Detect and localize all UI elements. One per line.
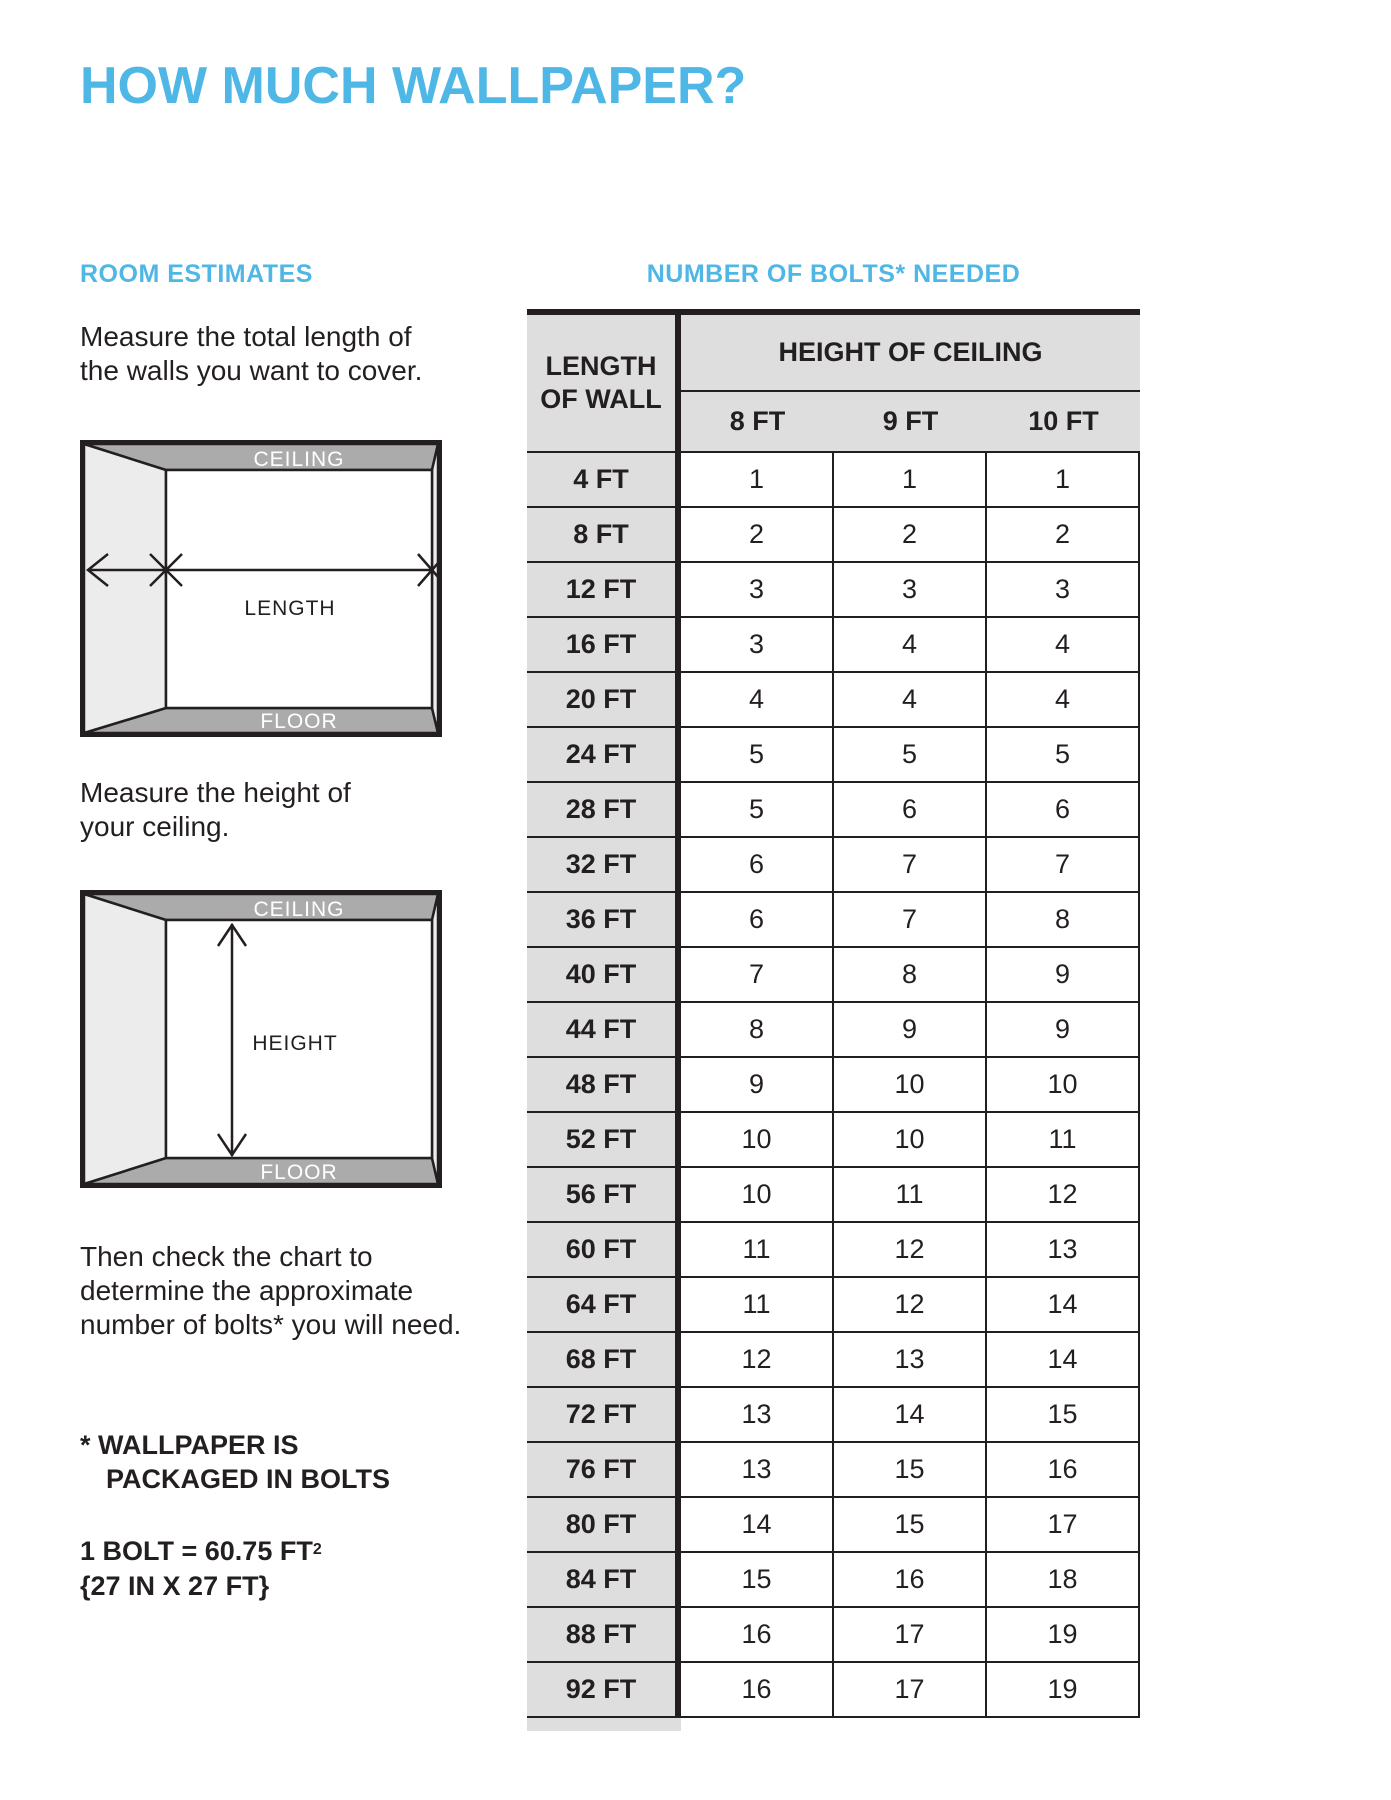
- room-height-diagram: [80, 890, 442, 1188]
- bolts-value-cell-9ft: 6: [834, 783, 987, 838]
- bolts-value-cell-8ft: 6: [681, 838, 834, 893]
- bolt-dimensions-line: {27 IN X 27 FT}: [80, 1571, 270, 1601]
- ceiling-label: CEILING: [253, 898, 345, 921]
- bolts-value-cell-8ft: 16: [681, 1608, 834, 1663]
- table-row: [527, 1608, 1140, 1663]
- wall-length-cell: 52 FT: [527, 1113, 675, 1168]
- table-header: [527, 315, 1140, 453]
- wall-length-cell: 64 FT: [527, 1278, 675, 1333]
- bolts-value-cell-8ft: 11: [681, 1278, 834, 1333]
- bolt-equivalence: [80, 1532, 322, 1604]
- bolts-value-cell-9ft: 15: [834, 1498, 987, 1553]
- bolts-value-cell-9ft: 4: [834, 618, 987, 673]
- bolts-value-cell-10ft: 8: [987, 893, 1140, 948]
- bolts-value-cell-9ft: 9: [834, 1003, 987, 1058]
- instruction-line: Measure the height of: [80, 777, 351, 808]
- wall-length-cell: 20 FT: [527, 673, 675, 728]
- bolts-value-cell-8ft: 4: [681, 673, 834, 728]
- bolts-value-cell-10ft: 19: [987, 1663, 1140, 1718]
- bolts-value-cell-9ft: 14: [834, 1388, 987, 1443]
- bolts-value-cell-8ft: 16: [681, 1663, 834, 1718]
- wall-length-cell: 24 FT: [527, 728, 675, 783]
- column-header-10ft: 10 FT: [1028, 406, 1099, 436]
- bolts-value-cell-9ft: 16: [834, 1553, 987, 1608]
- bolts-value-cell-10ft: 4: [987, 618, 1140, 673]
- bolt-area-text: 1 BOLT = 60.75 FT: [80, 1536, 313, 1566]
- bolts-value-cell-10ft: 2: [987, 508, 1140, 563]
- wall-length-cell: 40 FT: [527, 948, 675, 1003]
- bolts-value-cell-10ft: 10: [987, 1058, 1140, 1113]
- bolts-value-cell-8ft: 10: [681, 1168, 834, 1223]
- instruction-line: number of bolts* you will need.: [80, 1309, 462, 1340]
- table-body: [527, 453, 1140, 1718]
- table-row: [527, 1223, 1140, 1278]
- room-estimates-heading: ROOM ESTIMATES: [80, 260, 313, 288]
- table-row: [527, 1388, 1140, 1443]
- bolts-value-cell-10ft: 18: [987, 1553, 1140, 1608]
- back-wall-panel: [166, 470, 432, 708]
- table-row: [527, 1498, 1140, 1553]
- length-of-wall-header-line: OF WALL: [540, 384, 662, 414]
- bolts-value-cell-9ft: 17: [834, 1608, 987, 1663]
- room-length-diagram: [80, 440, 442, 737]
- instruction-measure-length: [80, 320, 422, 388]
- bolts-needed-table: [527, 309, 1140, 1731]
- wall-length-cell: 8 FT: [527, 508, 675, 563]
- bolts-value-cell-8ft: 2: [681, 508, 834, 563]
- bolts-value-cell-9ft: 10: [834, 1058, 987, 1113]
- bolts-value-cell-8ft: 11: [681, 1223, 834, 1278]
- bolts-value-cell-8ft: 9: [681, 1058, 834, 1113]
- table-row: [527, 673, 1140, 728]
- bolts-value-cell-10ft: 16: [987, 1443, 1140, 1498]
- bolts-value-cell-10ft: 9: [987, 1003, 1140, 1058]
- table-row: [527, 1003, 1140, 1058]
- bolt-area-line: [80, 1532, 322, 1569]
- table-row: [527, 453, 1140, 508]
- ceiling-label: CEILING: [253, 448, 345, 471]
- bolts-table-heading: NUMBER OF BOLTS* NEEDED: [646, 260, 1021, 288]
- table-row: [527, 1443, 1140, 1498]
- bolts-value-cell-9ft: 17: [834, 1663, 987, 1718]
- length-of-wall-header-line: LENGTH: [545, 351, 657, 381]
- wall-length-cell: 92 FT: [527, 1663, 675, 1718]
- bolts-value-cell-10ft: 13: [987, 1223, 1140, 1278]
- wall-length-cell: 88 FT: [527, 1608, 675, 1663]
- table-row: [527, 1333, 1140, 1388]
- footnote-line: PACKAGED IN BOLTS: [106, 1464, 391, 1494]
- wall-length-cell: 72 FT: [527, 1388, 675, 1443]
- bolts-value-cell-10ft: 14: [987, 1278, 1140, 1333]
- wall-length-cell: 60 FT: [527, 1223, 675, 1278]
- bolts-value-cell-10ft: 17: [987, 1498, 1140, 1553]
- wallpaper-bolts-footnote: [80, 1428, 390, 1496]
- page-title: HOW MUCH WALLPAPER?: [80, 57, 747, 115]
- bolts-value-cell-8ft: 13: [681, 1388, 834, 1443]
- column-header-8ft: 8 FT: [729, 406, 786, 436]
- bolts-value-cell-9ft: 7: [834, 838, 987, 893]
- instruction-line: the walls you want to cover.: [80, 355, 423, 386]
- bolts-value-cell-8ft: 1: [681, 453, 834, 508]
- table-row: [527, 1278, 1140, 1333]
- wall-length-cell: 16 FT: [527, 618, 675, 673]
- bolts-value-cell-8ft: 10: [681, 1113, 834, 1168]
- table-row: [527, 728, 1140, 783]
- bolts-value-cell-10ft: 15: [987, 1388, 1140, 1443]
- bolts-value-cell-10ft: 5: [987, 728, 1140, 783]
- bolts-value-cell-9ft: 13: [834, 1333, 987, 1388]
- wall-length-cell: 4 FT: [527, 453, 675, 508]
- table-row: [527, 1113, 1140, 1168]
- bolts-value-cell-8ft: 12: [681, 1333, 834, 1388]
- wall-length-cell: 80 FT: [527, 1498, 675, 1553]
- bolts-value-cell-10ft: 1: [987, 453, 1140, 508]
- table-row: [527, 948, 1140, 1003]
- bolts-value-cell-8ft: 7: [681, 948, 834, 1003]
- bolts-value-cell-9ft: 12: [834, 1223, 987, 1278]
- bolts-value-cell-8ft: 3: [681, 618, 834, 673]
- wall-length-cell: 48 FT: [527, 1058, 675, 1113]
- wall-length-cell: 68 FT: [527, 1333, 675, 1388]
- ceiling-height-subheaders: [681, 392, 1140, 453]
- bolts-value-cell-8ft: 15: [681, 1553, 834, 1608]
- wall-length-cell: 36 FT: [527, 893, 675, 948]
- table-row: [527, 1058, 1140, 1113]
- table-footer-tail: [527, 1718, 681, 1731]
- bolts-value-cell-8ft: 8: [681, 1003, 834, 1058]
- bolts-value-cell-10ft: 6: [987, 783, 1140, 838]
- bolts-value-cell-10ft: 3: [987, 563, 1140, 618]
- bolts-value-cell-9ft: 4: [834, 673, 987, 728]
- table-row: [527, 563, 1140, 618]
- bolts-value-cell-10ft: 19: [987, 1608, 1140, 1663]
- bolts-value-cell-9ft: 1: [834, 453, 987, 508]
- bolts-value-cell-9ft: 7: [834, 893, 987, 948]
- instruction-line: Then check the chart to: [80, 1241, 373, 1272]
- bolts-value-cell-9ft: 5: [834, 728, 987, 783]
- table-row: [527, 618, 1140, 673]
- instruction-measure-height: [80, 776, 351, 844]
- floor-label: FLOOR: [260, 1161, 338, 1184]
- bolts-value-cell-10ft: 11: [987, 1113, 1140, 1168]
- bolts-value-cell-10ft: 9: [987, 948, 1140, 1003]
- left-wall-panel: [84, 444, 166, 733]
- length-label: LENGTH: [244, 597, 336, 620]
- ceiling-height-header-group: [681, 315, 1140, 453]
- bolts-value-cell-8ft: 5: [681, 728, 834, 783]
- bolts-value-cell-9ft: 2: [834, 508, 987, 563]
- bolts-value-cell-10ft: 14: [987, 1333, 1140, 1388]
- length-of-wall-header: [527, 315, 675, 453]
- wall-length-cell: 84 FT: [527, 1553, 675, 1608]
- bolts-value-cell-9ft: 12: [834, 1278, 987, 1333]
- bolts-value-cell-9ft: 8: [834, 948, 987, 1003]
- bolts-value-cell-9ft: 15: [834, 1443, 987, 1498]
- wall-length-cell: 12 FT: [527, 563, 675, 618]
- instruction-check-chart: [80, 1240, 461, 1342]
- table-row: [527, 1663, 1140, 1718]
- height-label: HEIGHT: [252, 1032, 338, 1055]
- bolts-value-cell-8ft: 14: [681, 1498, 834, 1553]
- footnote-line: * WALLPAPER IS: [80, 1430, 299, 1460]
- bolts-value-cell-8ft: 5: [681, 783, 834, 838]
- wall-length-cell: 56 FT: [527, 1168, 675, 1223]
- wall-length-cell: 76 FT: [527, 1443, 675, 1498]
- table-row: [527, 1168, 1140, 1223]
- instruction-line: Measure the total length of: [80, 321, 412, 352]
- height-of-ceiling-header: HEIGHT OF CEILING: [681, 315, 1140, 392]
- bolts-value-cell-10ft: 12: [987, 1168, 1140, 1223]
- floor-label: FLOOR: [260, 710, 338, 733]
- wall-length-cell: 44 FT: [527, 1003, 675, 1058]
- table-row: [527, 893, 1140, 948]
- table-row: [527, 1553, 1140, 1608]
- table-row: [527, 508, 1140, 563]
- table-row: [527, 838, 1140, 893]
- bolt-area-superscript: 2: [312, 1541, 322, 1558]
- table-row: [527, 783, 1140, 838]
- wall-length-cell: 32 FT: [527, 838, 675, 893]
- bolts-value-cell-9ft: 11: [834, 1168, 987, 1223]
- bolts-value-cell-10ft: 7: [987, 838, 1140, 893]
- bolts-value-cell-10ft: 4: [987, 673, 1140, 728]
- bolts-value-cell-8ft: 6: [681, 893, 834, 948]
- instruction-line: your ceiling.: [80, 811, 230, 842]
- bolts-value-cell-9ft: 3: [834, 563, 987, 618]
- column-header-9ft: 9 FT: [882, 406, 939, 436]
- wall-length-cell: 28 FT: [527, 783, 675, 838]
- left-wall-panel: [84, 894, 166, 1184]
- instruction-line: determine the approximate: [80, 1275, 414, 1306]
- bolts-value-cell-9ft: 10: [834, 1113, 987, 1168]
- bolts-value-cell-8ft: 13: [681, 1443, 834, 1498]
- bolts-value-cell-8ft: 3: [681, 563, 834, 618]
